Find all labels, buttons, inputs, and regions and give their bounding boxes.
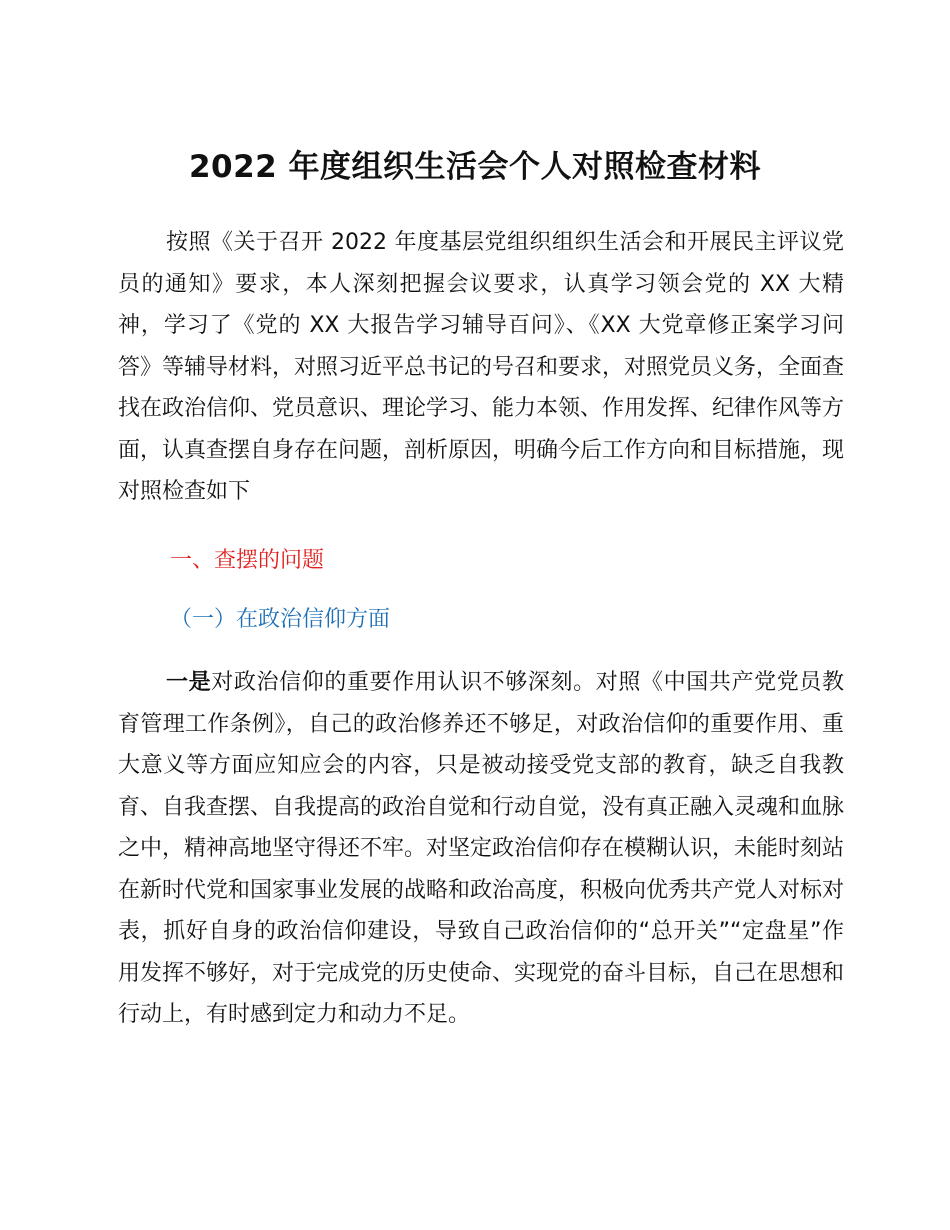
section-heading: 一、查摆的问题 (170, 548, 325, 573)
intro-paragraph: 按照《关于召开 2022 年度基层党组织组织生活会和开展民主评议党员的通知》要求，本人深刻把握会议要求，认真学习领会党的 XX 大精神，学习了《党的 XX 大报告学习辅导百问》、《XX 大党章修正案学习问答》等辅导材料，对照习近平总书记的号召和要求，对照党员义务，全面查找在政治信仰、党员意识、理论学习、能力本领、作用发挥、纪律作风等方面，认真查摆自身存在问题，剖析原因，明确今后工作方向和目标措施，现对照检查如下 (118, 230, 845, 504)
subsection-heading: （一）在政治信仰方面 (170, 607, 391, 632)
document-title: 2022 年度组织生活会个人对照检查材料 (188, 149, 762, 185)
point-body: 对政治信仰的重要作用认识不够深刻。对照《中国共产党党员教育管理工作条例》，自己的政治修养还不够足，对政治信仰的重要作用、重大意义等方面应知应会的内容，只是被动接受党支部的教育，缺乏自我教育、自我查摆、自我提高的政治自觉和行动自觉，没有真正融入灵魂和血脉之中，精神高地坚守得还不牢。对坚定政治信仰存在模糊认识，未能时刻站在新时代党和国家事业发展的战略和政治高度，积极向优秀共产党人对标对表，抓好自身的政治信仰建设，导致自己政治信仰的“总开关”“定盘星”作用发挥不够好，对于完成党的历史使命、实现党的奋斗目标，自己在思想和行动上，有时感到定力和动力不足。 (118, 670, 845, 1027)
point-paragraph (118, 662, 844, 1036)
point-lead: 一是 (166, 670, 212, 695)
